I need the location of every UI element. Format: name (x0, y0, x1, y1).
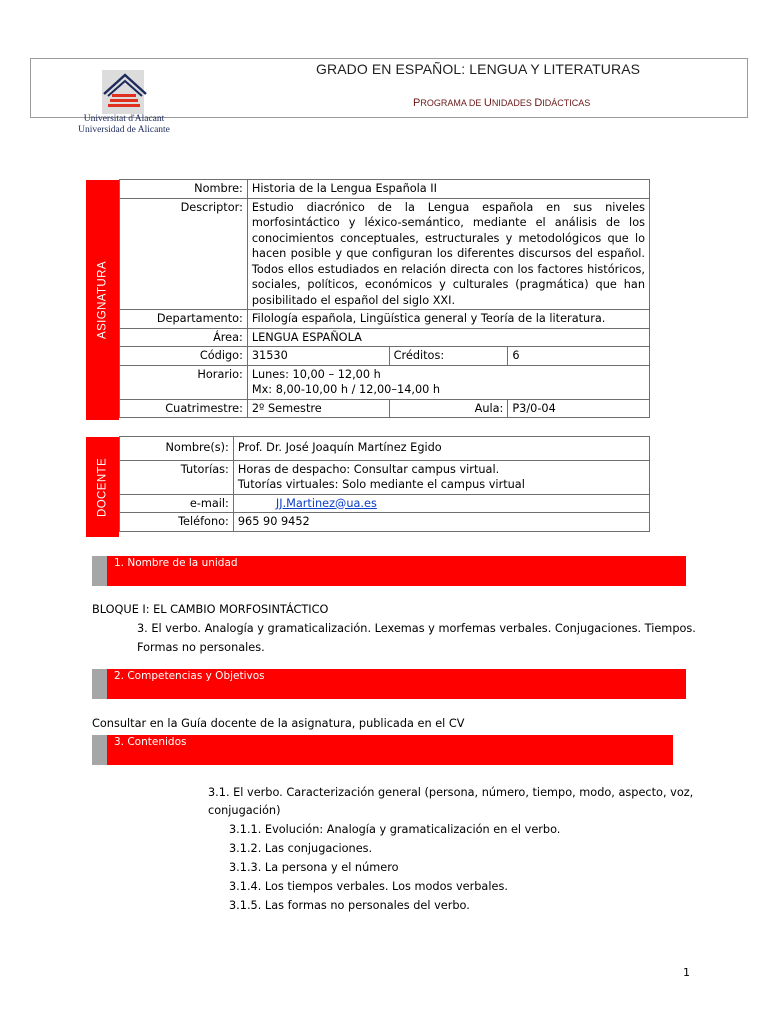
program-title-nidades: NIDADES (491, 98, 535, 108)
creditos-value: 6 (508, 347, 650, 366)
cuatrimestre-label: Cuatrimestre: (120, 399, 248, 418)
telefono-value: 965 90 9452 (233, 513, 649, 532)
area-label: Área: (120, 328, 248, 347)
nombre-label: Nombre: (120, 180, 248, 199)
aula-label: Aula: (389, 399, 508, 418)
telefono-label: Teléfono: (120, 513, 234, 532)
section-3-main-line-1: 3.1. El verbo. Caracterización general (persona, número, tiempo, modo, aspecto, voz, (208, 786, 694, 799)
university-name (68, 114, 180, 136)
asignatura-row-codigo (120, 347, 650, 366)
codigo-label: Código: (120, 347, 248, 366)
asignatura-row-nombre (120, 180, 650, 199)
degree-title: GRADO EN ESPAÑOL: LENGUA Y LITERATURAS (316, 61, 641, 77)
docente-row-email (120, 494, 650, 513)
asignatura-row-descriptor (120, 198, 650, 310)
section-3-header (92, 735, 673, 765)
email-link[interactable]: JJ.Martinez@ua.es (275, 496, 377, 510)
horario-label: Horario: (120, 365, 248, 399)
tutorias-value (233, 460, 649, 494)
section-3-sub-item-3: 3.1.3. La persona y el número (229, 861, 399, 874)
horario-line-2: Mx: 8,00-10,00 h / 12,00–14,00 h (251, 383, 441, 396)
tutorias-label: Tutorías: (120, 460, 234, 494)
docente-row-telefono (120, 513, 650, 532)
horario-line-1: Lunes: 10,00 – 12,00 h (251, 367, 381, 381)
departamento-value: Filología española, Lingüística general y Teoría de la literatura. (247, 310, 649, 329)
program-title (413, 97, 590, 109)
asignatura-table (119, 179, 650, 418)
asignatura-side-band (86, 180, 119, 420)
section-3-sub-item-2: 3.1.2. Las conjugaciones. (229, 842, 373, 855)
section-1-title: 1. Nombre de la unidad (114, 557, 238, 569)
university-name-valenciano: Universitat d'Alacant (83, 114, 165, 124)
creditos-label: Créditos: (389, 347, 508, 366)
tutorias-line-1: Horas de despacho: Consultar campus virtual. (237, 462, 500, 476)
docente-table (119, 436, 650, 532)
section-3-sub-item-1: 3.1.1. Evolución: Analogía y gramaticalización en el verbo. (229, 823, 561, 836)
program-title-rograma: ROGRAMA DE (420, 98, 484, 108)
horario-value (247, 365, 649, 399)
area-value: LENGUA ESPAÑOLA (247, 328, 649, 347)
section-1-item-line-1: 3. El verbo. Analogía y gramaticalización. Lexemas y morfemas verbales. Conjugaciones. Tiempos. (137, 622, 696, 635)
section-1-grey-marker (92, 556, 107, 586)
section-3-title: 3. Contenidos (114, 736, 187, 748)
asignatura-row-area (120, 328, 650, 347)
page-number: 1 (683, 966, 690, 979)
docente-row-tutorias (120, 460, 650, 494)
section-3-sub-item-5: 3.1.5. Las formas no personales del verbo. (229, 899, 470, 912)
university-name-castellano: Universidad de Alicante (78, 125, 170, 135)
section-1-item-line-2: Formas no personales. (137, 641, 265, 654)
nombre-value: Historia de la Lengua Española II (247, 180, 649, 199)
asignatura-side-label: ASIGNATURA (96, 261, 109, 339)
descriptor-value: Estudio diacrónico de la Lengua española en sus niveles morfosintáctico y léxico-semántico, mediante el análisis de los conocimientos conceptuales, estructurales y metodológicos que lo hacen posible y que configuran los diferentes discursos del español. Todos ellos estudiados en relación directa con los factores históricos, sociales, políticos, económicos y culturales (pragmática) que han posibilitado el español del siglo XXI. (247, 198, 649, 310)
asignatura-row-horario (120, 365, 650, 399)
docente-side-band (86, 437, 119, 537)
section-2-grey-marker (92, 669, 107, 699)
docente-nombre-label: Nombre(s): (120, 437, 234, 461)
email-label: e-mail: (120, 494, 234, 513)
descriptor-label: Descriptor: (120, 198, 248, 310)
section-3-grey-marker (92, 735, 107, 765)
tutorias-line-2: Tutorías virtuales: Solo mediante el campus virtual (237, 478, 525, 491)
cuatrimestre-value: 2º Semestre (247, 399, 389, 418)
docente-side-label: DOCENTE (96, 457, 109, 517)
section-2-title: 2. Competencias y Objetivos (114, 670, 265, 682)
section-3-main-line-2: conjugación) (208, 804, 281, 817)
section-2-header (92, 669, 686, 699)
section-1-header (92, 556, 686, 586)
email-cell (233, 494, 649, 513)
section-1-bloque: BLOQUE I: EL CAMBIO MORFOSINTÁCTICO (92, 603, 329, 616)
program-title-initial-p: P (413, 97, 421, 109)
codigo-value: 31530 (247, 347, 389, 366)
docente-row-nombre (120, 437, 650, 461)
program-title-idacticas: IDÁCTICAS (542, 98, 591, 108)
aula-value: P3/0-04 (508, 399, 650, 418)
program-title-initial-d: D (534, 97, 543, 109)
departamento-label: Departamento: (120, 310, 248, 329)
section-2-text: Consultar en la Guía docente de la asignatura, publicada en el CV (92, 717, 465, 730)
section-3-sub-item-4: 3.1.4. Los tiempos verbales. Los modos verbales. (229, 880, 508, 893)
asignatura-row-cuatrimestre (120, 399, 650, 418)
asignatura-row-departamento (120, 310, 650, 329)
docente-nombre-value: Prof. Dr. José Joaquín Martínez Egido (233, 437, 649, 461)
program-title-initial-u: U (483, 97, 492, 109)
